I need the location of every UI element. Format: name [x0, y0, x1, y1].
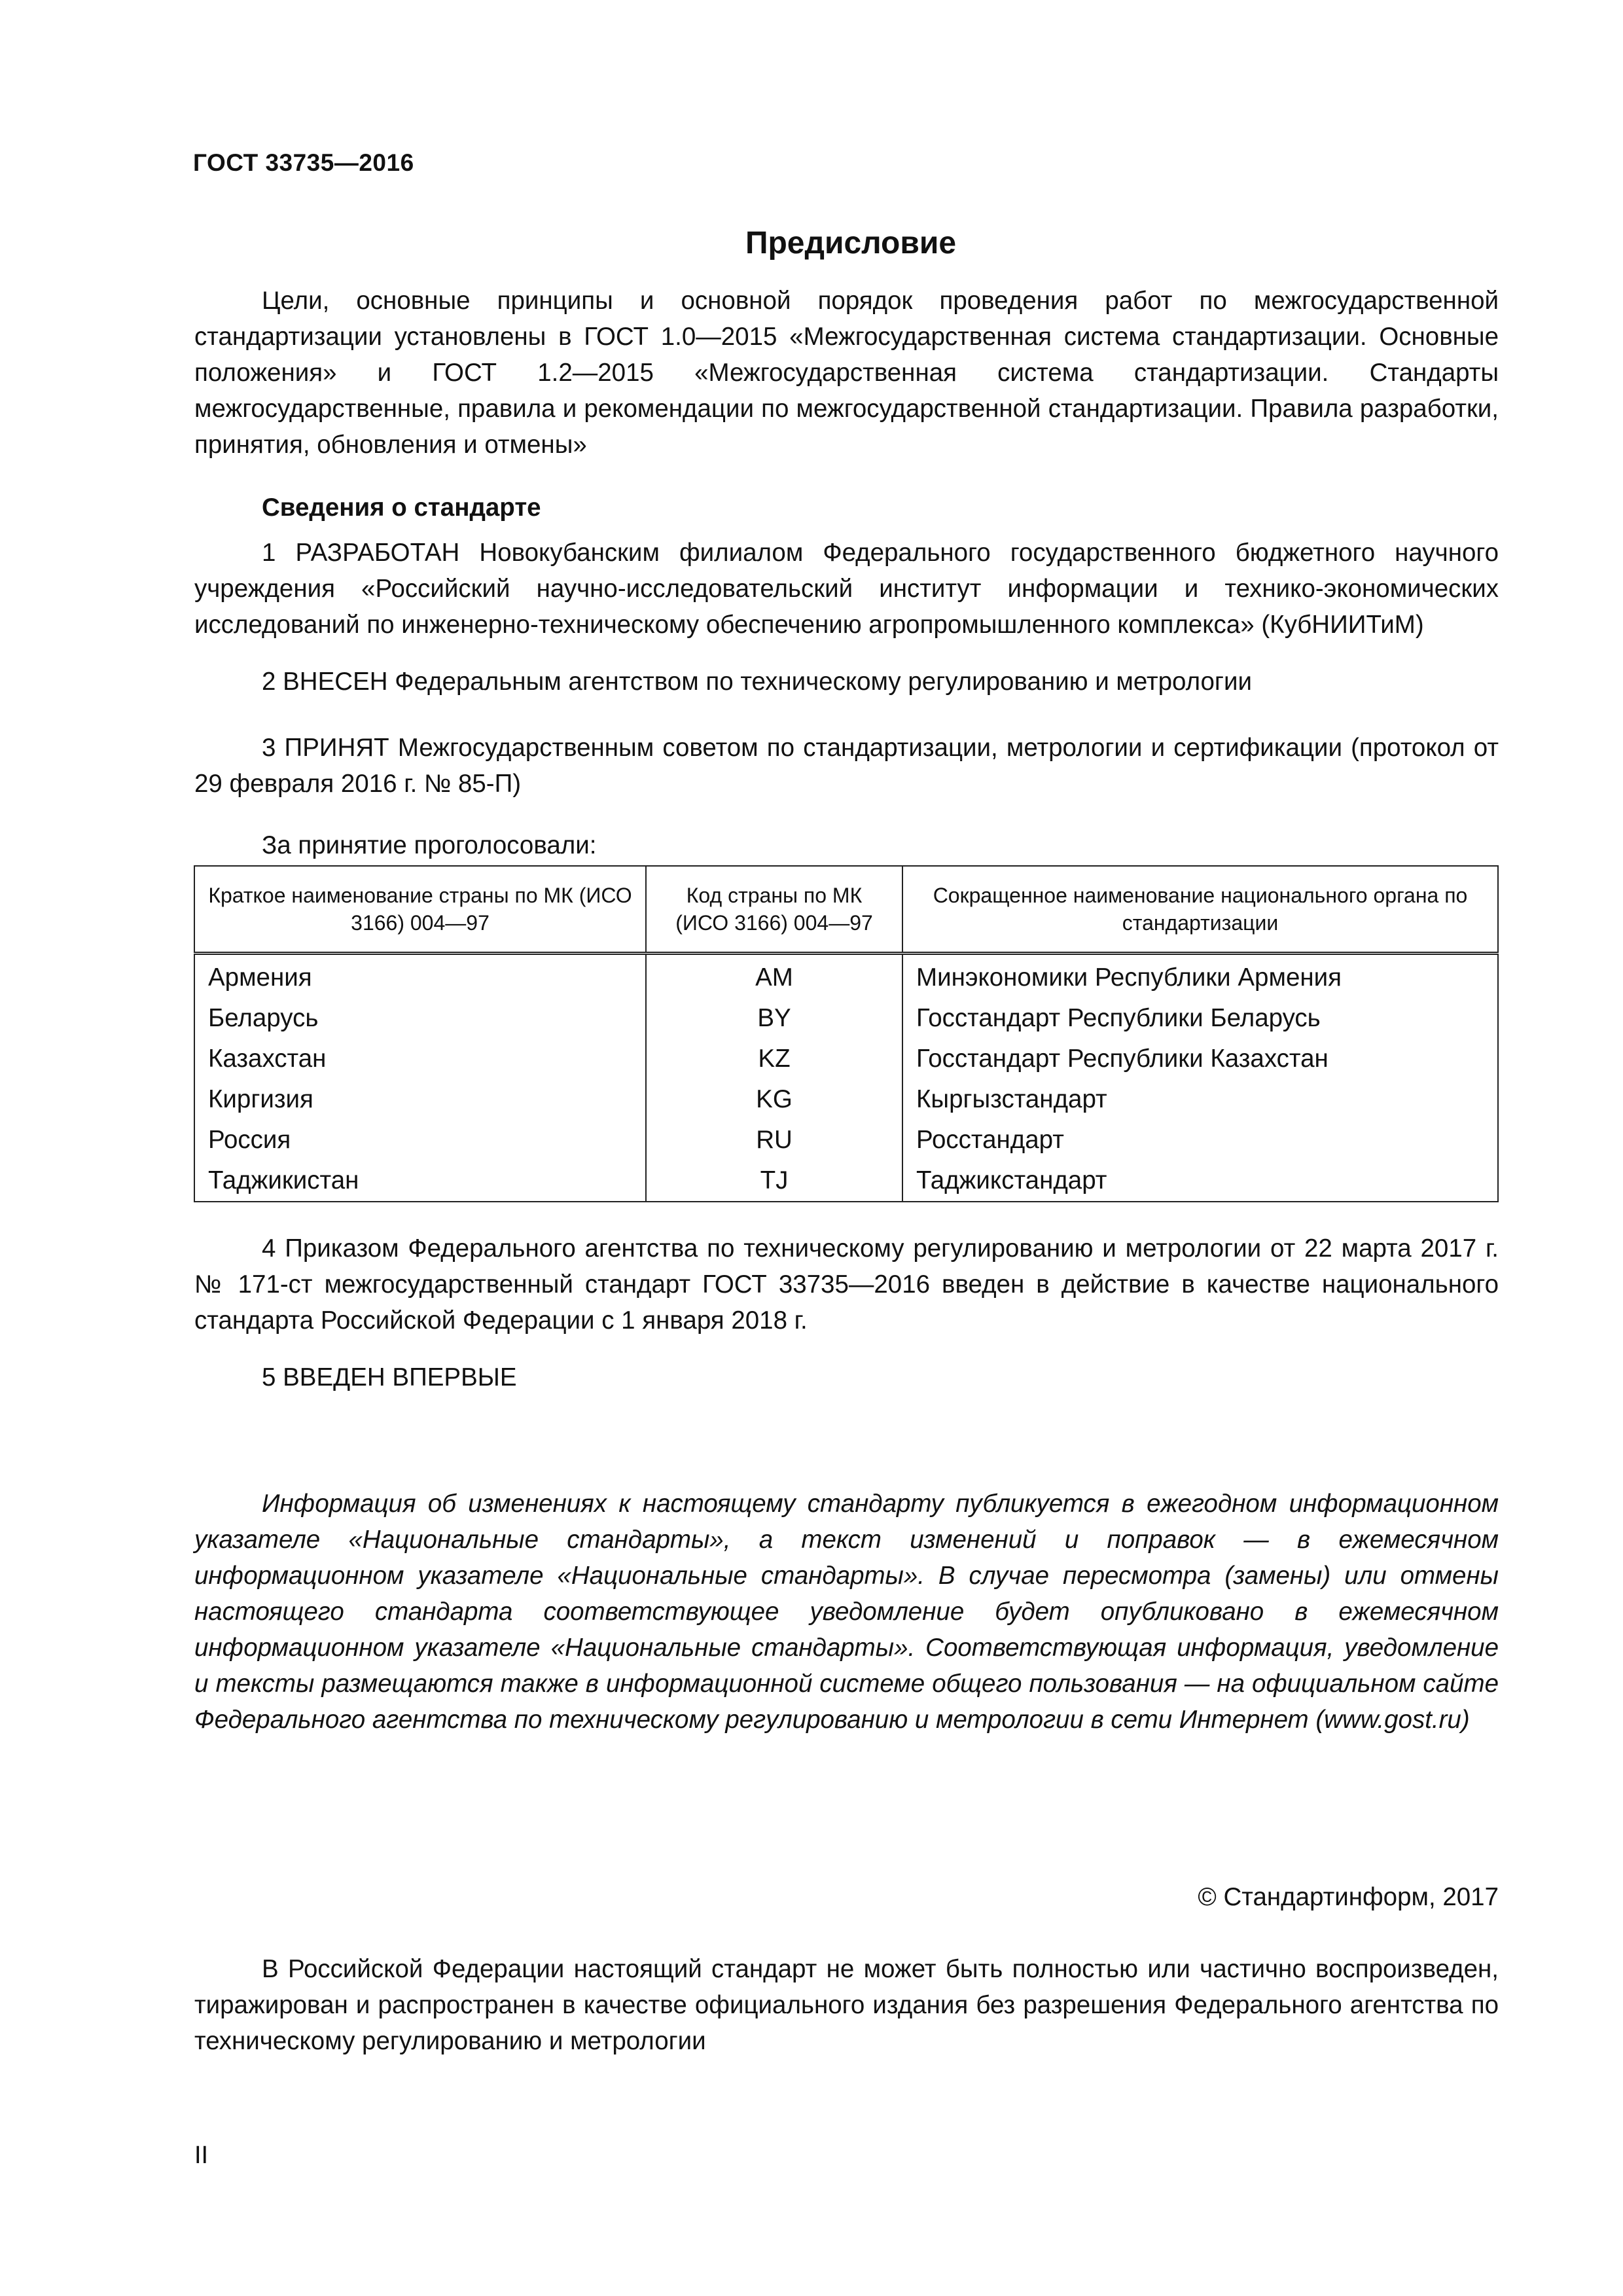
page-title: Предисловие [745, 226, 957, 260]
section-heading: Сведения о стандарте [262, 493, 541, 522]
authority-cell: Госстандарт Республики Казахстан [902, 1039, 1498, 1079]
code-cell: KG [646, 1079, 902, 1120]
authority-cell: Таджикстандарт [902, 1160, 1498, 1202]
country-cell: Армения [194, 954, 646, 999]
rights-notice: В Российской Федерации настоящий стандарт не может быть полностью или частично воспроизведен, тиражирован и распространен в качестве официального издания без разрешения Федерального агентства по техническому регулированию и метрологии [194, 1955, 1499, 2055]
table-row [194, 998, 1498, 1039]
country-cell: Россия [194, 1120, 646, 1160]
authority-cell: Кыргызстандарт [902, 1079, 1498, 1120]
code-cell: AM [646, 954, 902, 999]
voting-countries-table [194, 865, 1499, 1202]
copyright: © Стандартинформ, 2017 [1198, 1883, 1499, 1911]
country-cell: Таджикистан [194, 1160, 646, 1202]
column-header-code: Код страны по МК (ИСО 3166) 004—97 [646, 866, 902, 954]
item-adopted: 3 ПРИНЯТ Межгосударственным советом по стандартизации, метрологии и сертификации (протокол от 29 февраля 2016 г. № 85-П) [194, 734, 1499, 798]
table-row [194, 1120, 1498, 1160]
page-number: II [194, 2142, 209, 2169]
column-header-country: Краткое наименование страны по МК (ИСО 3166) 004—97 [194, 866, 646, 954]
table-header-row [194, 866, 1498, 954]
code-cell: BY [646, 998, 902, 1039]
intro-paragraph: Цели, основные принципы и основной порядок проведения работ по межгосударственной стандартизации установлены в ГОСТ 1.0—2015 «Межгосударственная система стандартизации. Основные положения» и ГОСТ 1.2—2015 «Межгосударственная система стандартизации. Стандарты межгосударственные, правила и рекомендации по межгосударственной стандартизации. Правила разработки, принятия, обновления и отмены» [194, 287, 1499, 459]
country-cell: Казахстан [194, 1039, 646, 1079]
item-first-time: 5 ВВЕДЕН ВПЕРВЫЕ [262, 1363, 517, 1391]
country-cell: Киргизия [194, 1079, 646, 1120]
code-cell: TJ [646, 1160, 902, 1202]
code-cell: RU [646, 1120, 902, 1160]
voted-label: За принятие проголосовали: [262, 831, 597, 859]
item-order: 4 Приказом Федерального агентства по техническому регулированию и метрологии от 22 марта 2017 г. № 171-ст межгосударственный стандарт ГОСТ 33735—2016 введен в действие в качестве национального стандарта Российской Федерации с 1 января 2018 г. [194, 1234, 1499, 1335]
table-row [194, 1160, 1498, 1202]
document-code-header: ГОСТ 33735—2016 [193, 149, 414, 176]
info-notice: Информация об изменениях к настоящему стандарту публикуется в ежегодном информационном указателе «Национальные стандарты», а текст изменений и поправок — в ежемесячном информационном указателе «Национальные стандарты». В случае пересмотра (замены) или отмены настоящего стандарта соответствующее уведомление будет опубликовано в ежемесячном информационном указателе «Национальные стандарты». Соответствующая информация, уведомление и тексты размещаются также в информационной системе общего пользования — на официальном сайте Федерального агентства по техническому регулированию и метрологии в сети Интернет (www.gost.ru) [194, 1490, 1499, 1734]
authority-cell: Госстандарт Республики Беларусь [902, 998, 1498, 1039]
authority-cell: Росстандарт [902, 1120, 1498, 1160]
item-introduced-by: 2 ВНЕСЕН Федеральным агентством по техническому регулированию и метрологии [262, 668, 1252, 696]
item-developed: 1 РАЗРАБОТАН Новокубанским филиалом Федерального государственного бюджетного научного учреждения «Российский научно-исследовательский институт информации и технико-экономических исследований по инженерно-техническому обеспечению агропромышленного комплекса» (КубНИИТиМ) [194, 539, 1499, 639]
code-cell: KZ [646, 1039, 902, 1079]
country-cell: Беларусь [194, 998, 646, 1039]
table-row [194, 954, 1498, 999]
column-header-authority: Сокращенное наименование национального органа по стандартизации [902, 866, 1498, 954]
table-row [194, 1079, 1498, 1120]
table-row [194, 1039, 1498, 1079]
authority-cell: Минэкономики Республики Армения [902, 954, 1498, 999]
